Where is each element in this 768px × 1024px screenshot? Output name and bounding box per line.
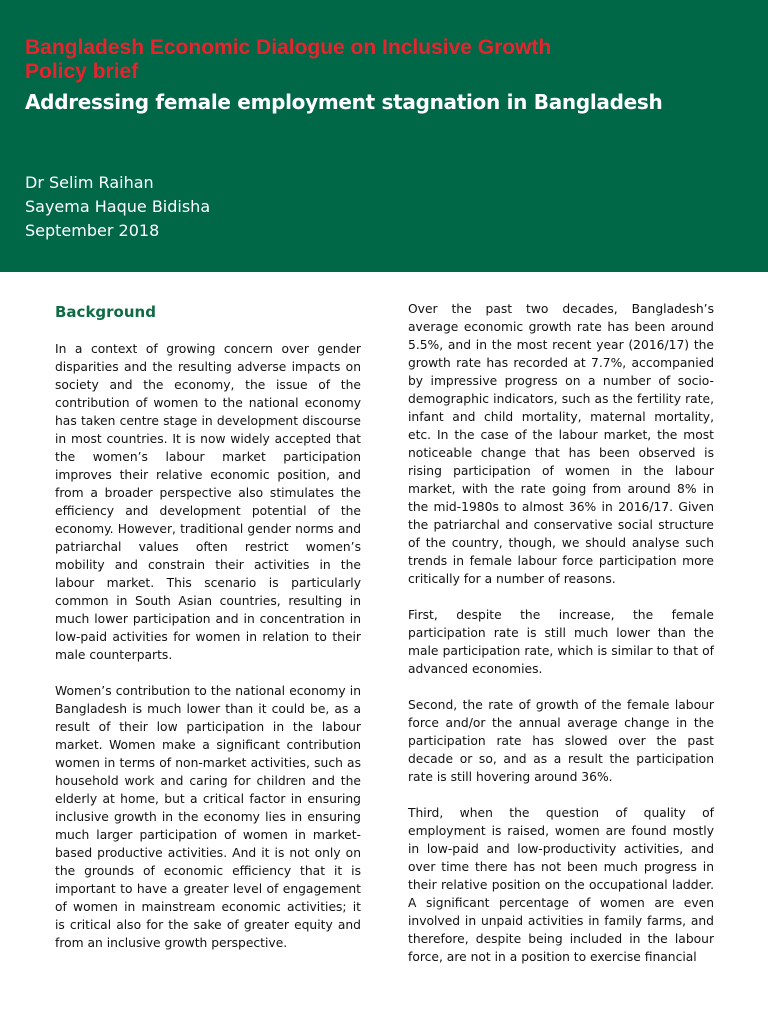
right-text-column xyxy=(408,300,714,984)
body-paragraph: First, despite the increase, the female participation rate is still much lower than the male participation rate, which is similar to that of advanced economies. xyxy=(408,608,714,676)
author-block xyxy=(25,171,210,243)
body-paragraph: Over the past two decades, Bangladesh’s average economic growth rate has been around 5.5%, and in the most recent year (2016/17) the growth rate has recorded at 7.7%, accompanied by impressive progress on a number of socio-demographic indicators, such as the fertility rate, infant and child mortality, maternal mortality, etc. In the case of the labour market, the most noticeable change that has been observed is rising participation of women in the labour market, with the rate going from around 8% in the mid-1980s to almost 36% in 2016/17. Given the patriarchal and conservative social structure of the country, though, we should analyse such trends in female labour force participation more critically for a number of reasons. xyxy=(408,302,714,586)
document-title: Addressing female employment stagnation in Bangladesh xyxy=(25,90,663,114)
section-heading-background: Background xyxy=(55,303,156,321)
series-title xyxy=(25,36,551,84)
author-name: Dr Selim Raihan xyxy=(25,173,154,192)
author-name: Sayema Haque Bidisha xyxy=(25,197,211,216)
body-paragraph: Second, the rate of growth of the female labour force and/or the annual average change in the participation rate has slowed over the past decade or so, and as a result the participation rate is still hovering around 36%. xyxy=(408,698,714,784)
body-paragraph: Third, when the question of quality of employment is raised, women are found mostly in low-paid and low-productivity activities, and over time there has not been much progress in their relative position on the occupational ladder. A significant percentage of women are even involved in unpaid activities in family farms, and therefore, despite being included in the labour force, are not in a position to exercise financial xyxy=(408,806,714,964)
publication-date: September 2018 xyxy=(25,221,160,240)
left-text-column xyxy=(55,340,361,970)
body-paragraph: In a context of growing concern over gender disparities and the resulting adverse impacts on society and the economy, the issue of the contribution of women to the national economy has taken centre stage in development discourse in most countries. It is now widely accepted that the women’s labour market participation improves their relative economic position, and from a broader perspective also stimulates the efficiency and development potential of the economy. However, traditional gender norms and patriarchal values often restrict women’s mobility and constrain their activities in the labour market. This scenario is particularly common in South Asian countries, resulting in much lower participation and in concentration in low-paid activities for women in relation to their male counterparts. xyxy=(55,342,361,662)
body-paragraph: Women’s contribution to the national economy in Bangladesh is much lower than it could be, as a result of their low participation in the labour market. Women make a significant contribution women in terms of non-market activities, such as household work and caring for children and the elderly at home, but a critical factor in ensuring inclusive growth in the economy lies in ensuring much larger participation of women in market-based productive activities. And it is not only on the grounds of economic efficiency that it is important to have a greater level of engagement of women in mainstream economic activities; it is critical also for the sake of greater equity and from an inclusive growth perspective. xyxy=(55,684,361,950)
series-title-line2: Policy brief xyxy=(25,60,139,83)
header-banner xyxy=(0,0,768,272)
series-title-line1: Bangladesh Economic Dialogue on Inclusive Growth xyxy=(25,36,552,59)
